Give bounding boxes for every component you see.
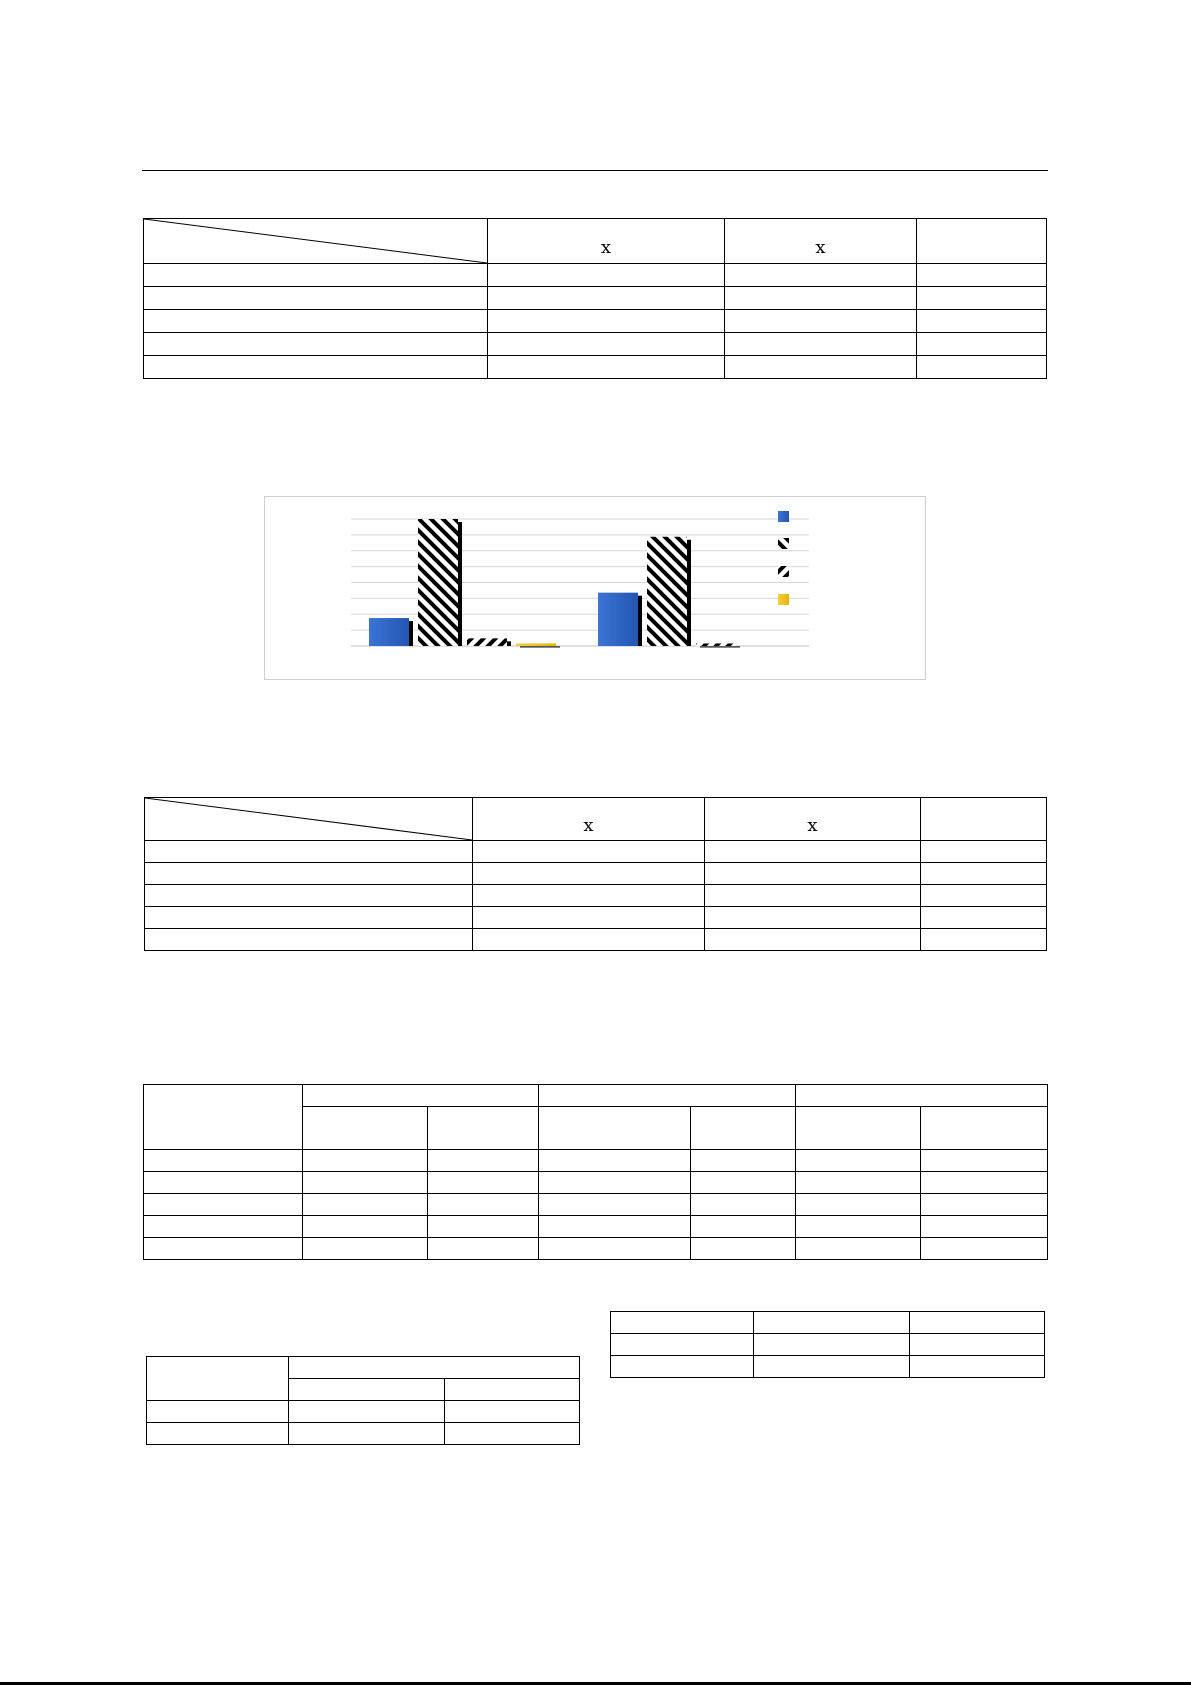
- table-2-diagonal-header-cell: [145, 798, 473, 841]
- bar-series-1-group-1: [369, 618, 409, 646]
- table-4-row-header-cell: [147, 1357, 289, 1401]
- legend-swatch-1: [778, 511, 789, 522]
- table-row: [144, 333, 1047, 356]
- table-2-header-cell: [921, 798, 1047, 841]
- table-5: [610, 1311, 1045, 1378]
- table-row: [144, 264, 1047, 287]
- table-1-mean-header-2: [725, 219, 917, 264]
- bar-shadow: [700, 646, 740, 647]
- table-row: [145, 863, 1047, 885]
- bar-series-4-group-1: [516, 643, 556, 646]
- chart-bars: [369, 519, 740, 647]
- table-1-header-cell: [917, 219, 1047, 264]
- table-row: [147, 1401, 580, 1423]
- table-row: [611, 1312, 1045, 1334]
- table-4-group-header: [289, 1357, 580, 1379]
- bar-series-1-group-2: [598, 593, 638, 646]
- table-row: [144, 1172, 1048, 1194]
- table-row: [611, 1334, 1045, 1356]
- bar-chart-svg: [265, 497, 925, 679]
- table-row: [144, 287, 1047, 310]
- legend-swatch-2: [778, 538, 789, 549]
- mean-symbol: x: [600, 236, 612, 258]
- mean-symbol: x: [583, 814, 594, 836]
- bar-series-2-group-2: [647, 537, 687, 646]
- table-3: [143, 1084, 1048, 1260]
- table-row: [145, 907, 1047, 929]
- table-row: [147, 1423, 580, 1445]
- legend-swatch-4: [778, 594, 789, 605]
- table-4: [146, 1356, 580, 1445]
- chart-legend: [778, 511, 789, 605]
- table-row: [145, 841, 1047, 863]
- legend-swatch-3: [778, 566, 789, 577]
- bar-series-3-group-2: [696, 643, 736, 646]
- table-2-mean-header-2: [705, 798, 921, 841]
- table-2: [144, 797, 1047, 951]
- mean-symbol: x: [815, 236, 826, 258]
- bar-series-3-group-1: [467, 638, 507, 646]
- table-3-group-header-3: [796, 1085, 1048, 1107]
- table-2-mean-header-1: [473, 798, 705, 841]
- table-1-diagonal-header-cell: [144, 219, 488, 264]
- table-row: [144, 1150, 1048, 1172]
- table-row: [145, 929, 1047, 951]
- table-3-group-header-2: [539, 1085, 796, 1107]
- bar-chart: [264, 496, 926, 680]
- table-row: [144, 1194, 1048, 1216]
- header-rule: [142, 170, 1048, 171]
- table-3-group-header-1: [303, 1085, 539, 1107]
- bar-series-2-group-1: [418, 519, 458, 646]
- table-row: [144, 356, 1047, 379]
- table-row: [611, 1356, 1045, 1378]
- table-1-mean-header-1: [488, 219, 725, 264]
- bar-shadow: [520, 646, 560, 647]
- table-3-row-header-cell: [144, 1085, 303, 1150]
- table-row: [145, 885, 1047, 907]
- mean-symbol: x: [807, 814, 818, 836]
- table-row: [144, 1238, 1048, 1260]
- table-row: [144, 1216, 1048, 1238]
- table-1: [143, 218, 1047, 379]
- table-row: [144, 310, 1047, 333]
